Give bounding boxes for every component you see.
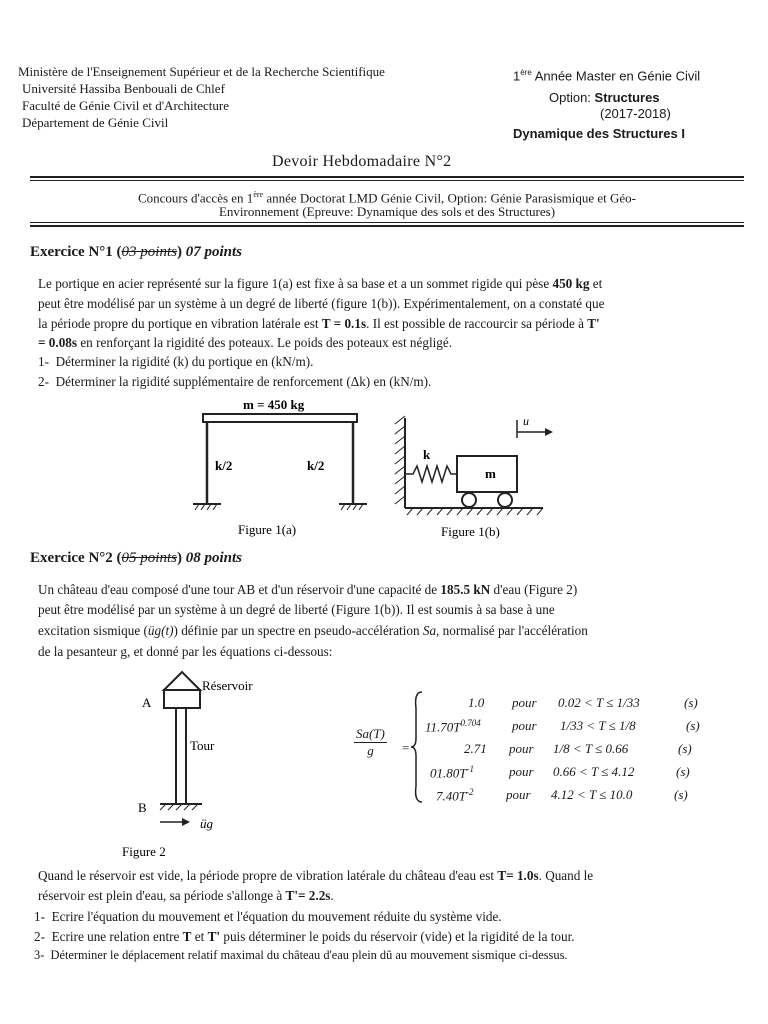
eq-row-1-expr: 1.0 [468,695,485,710]
page-title: Devoir Hebdomadaire N°2 [272,153,452,170]
eq-row-1-pour: pour [512,695,537,710]
ex2-question-3: 3- Déterminer le déplacement relatif maximal du château d'eau plein dû au mouvement sismique ci-dessus. [34,948,568,962]
eq-row-5-pour: pour [506,787,531,802]
ex2-para-line-6: réservoir est plein d'eau, sa période s'allonge à T'= 2.2s. [38,888,334,903]
eq-row-5-range: 4.12 < T ≤ 10.0 [551,787,633,802]
equation-brace [410,690,424,804]
figure-1b-caption: Figure 1(b) [441,524,500,539]
figure-2-caption: Figure 2 [122,844,166,859]
k-left-label: k/2 [215,458,233,473]
tank [164,690,200,708]
ex2-para-line-5: Quand le réservoir est vide, la période propre de vibration latérale du château d'eau est T= 1.0s. Quand le [38,868,594,883]
eq-row-4-unit: (s) [676,764,690,779]
figure-1a-portal-frame [185,392,375,542]
equation-lhs [354,726,387,759]
divider-top [30,176,744,178]
u-label: u [523,414,529,428]
eq-row-5-unit: (s) [674,787,688,802]
exponent: -1 [466,764,474,774]
tower-label: Tour [190,738,215,753]
spring [405,466,457,482]
eq-row-5-expr: $7.40T^{-2}$ [436,787,474,804]
figure-2-water-tower [122,664,280,864]
academic-year: (2017-2018) [600,106,671,121]
exercise-2-title: Exercice N°2 (05 points) 08 points [30,550,242,566]
option-line: Option: Structures [549,90,660,105]
right-support [339,504,367,510]
ex2-para-line-1: Un château d'eau composé d'une tour AB et d'un réservoir d'une capacité de 185.5 kN d'eau (Figure 2) [38,582,578,597]
rigid-beam [203,414,357,422]
eq-row-3-range: 1/8 < T ≤ 0.66 [553,741,629,756]
k-right-label: k/2 [307,458,325,473]
divider-top-thin [30,180,744,181]
point-a-label: A [142,695,152,710]
exponent: -2 [465,787,474,797]
equation-equals: = [402,740,410,755]
ex2-para-line-2: peut être modélisé par un système à un degré de liberté (Figure 1(b)). Il est soumis à sa base à une [38,602,555,617]
eq-row-4-expr: $01.80T^{-1}$ [430,764,474,781]
eq-row-2-unit: (s) [686,718,700,733]
ex2-para-line-4: de la pesanteur g, et donné par les équations ci-dessous: [38,644,333,659]
eq-row-3-pour: pour [509,741,534,756]
wall-hatch [395,416,405,504]
k-label: k [423,447,431,462]
exercise-1-title: Exercice N°1 (03 points) 07 points [30,244,242,260]
tank-roof [164,672,200,690]
eq-row-1-unit: (s) [684,695,698,710]
ground-motion-arrow-head [182,818,190,826]
figure-1b-sdof-model [393,412,563,542]
figure-1a-caption: Figure 1(a) [238,522,297,537]
left-support [193,504,221,510]
wheel-right [498,493,512,507]
ex1-para-line-4: = 0.08s en renforçant la rigidité des poteaux. Le poids des poteaux est négligé. [38,335,453,350]
ground-hatch [407,508,543,515]
ground-accel-label: üg [200,816,213,831]
equation-lhs-numerator: Sa(T) [356,726,385,741]
u-arrow-head [545,428,553,436]
eq-row-3-expr: 2.71 [464,741,487,756]
university-line: Université Hassiba Benbouali de Chlef [22,81,225,96]
ministry-line: Ministère de l'Enseignement Supérieur et de la Recherche Scientifique [18,64,385,79]
eq-row-2-range: 1/33 < T ≤ 1/8 [560,718,636,733]
divider-bottom [30,225,744,227]
ex1-question-2: 2- Déterminer la rigidité supplémentaire de renforcement (Δk) en (kN/m). [38,374,432,389]
ex1-para-line-1: Le portique en acier représenté sur la figure 1(a) est fixe à sa base et a un sommet rigide qui pèse 450 kg et [38,276,603,291]
ex1-question-1: 1- Déterminer la rigidité (k) du portique en (kN/m). [38,354,314,369]
ex1-para-line-3: la période propre du portique en vibration latérale est T = 0.1s. Il est possible de raccourcir sa période à T' [38,316,600,331]
eq-row-4-pour: pour [509,764,534,779]
faculty-line: Faculté de Génie Civil et d'Architecture [22,98,230,113]
eq-row-4-range: 0.66 < T ≤ 4.12 [553,764,635,779]
mass-label: m = 450 kg [243,397,305,412]
divider-bottom-thin [30,222,744,223]
m-label: m [485,466,496,481]
eq-row-1-range: 0.02 < T ≤ 1/33 [558,695,640,710]
concours-line-2: Environnement (Epreuve: Dynamique des sols et des Structures) [218,204,556,219]
ex2-question-2: 2- Ecrire une relation entre T et T' puis déterminer le poids du réservoir (vide) et la rigidité de la tour. [34,929,575,944]
point-b-label: B [138,800,147,815]
ex2-para-line-3: excitation sismique (üg(t)) définie par un spectre en pseudo-accélération Sa, normalisé par l'accélération [38,623,588,638]
department-line: Département de Génie Civil [22,115,169,130]
ex2-question-1: 1- Ecrire l'équation du mouvement et l'équation du mouvement réduite du système vide. [34,909,502,924]
exponent: 0.704 [460,718,481,728]
course-name: Dynamique des Structures I [513,126,685,141]
equation-lhs-denominator: g [367,743,374,758]
eq-row-2-expr: $11.70T^{0.704}$ [425,718,481,735]
eq-row-3-unit: (s) [678,741,692,756]
reservoir-label: Réservoir [202,678,253,693]
concours-line-1: Concours d'accès en 1ère année Doctorat LMD Génie Civil, Option: Génie Parasismique et Géo- [137,190,637,206]
wheel-left [462,493,476,507]
year-level: 1ère Année Master en Génie Civil [513,68,701,84]
ex1-para-line-2: peut être modélisé par un système à un degré de liberté (figure 1(b)). Expérimentalement, on a constaté que [38,296,605,311]
eq-row-2-pour: pour [512,718,537,733]
